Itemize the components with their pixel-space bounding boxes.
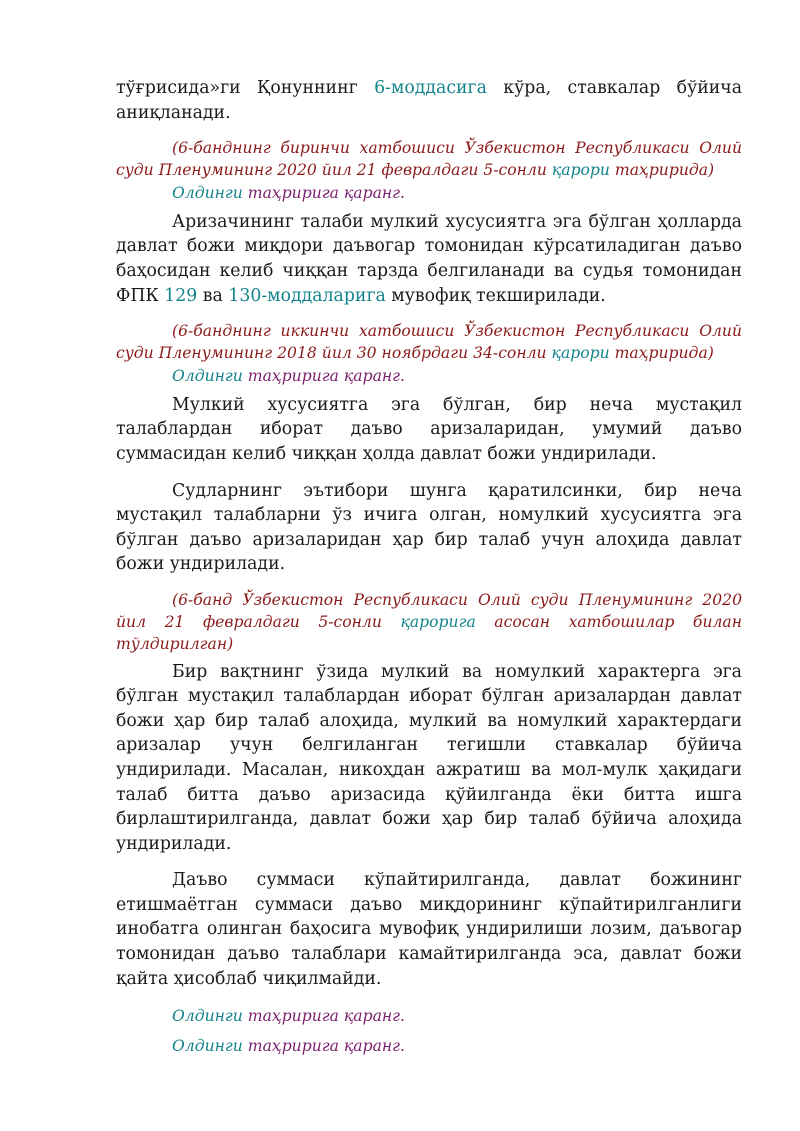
paragraph-3: Мулкий хусусиятга эга бўлган, бир неча мустақил талаблардан иборат даъво аризаларидан, умумий даъво суммасидан келиб чиққан ҳолда давлат божи ундирилади.: [116, 394, 742, 464]
previous-edition-link[interactable]: Олдинги: [172, 366, 243, 385]
article-link[interactable]: 6-моддасига: [374, 78, 487, 98]
text: (6-банд Ўзбекистон Республикаси Олий суди Пленумининг 2020 йил 21 февралдаги 5-сонли: [116, 590, 742, 632]
text: (6-банднинг иккинчи хатбошиси Ўзбекистон Республикаси Олий суди Пленумининг 2018 йил 30 ноябрдаги 34-сонли: [116, 322, 742, 363]
article-link-130[interactable]: 130-моддаларига: [228, 285, 386, 306]
text: таҳририга қаранг.: [242, 183, 405, 202]
paragraph-1: [116, 76, 742, 125]
article-link-129[interactable]: 129: [164, 285, 198, 306]
paragraph-2: [116, 210, 742, 308]
text: ва: [197, 285, 229, 306]
previous-edition-link[interactable]: Олдинги: [172, 1007, 243, 1026]
text: асосан хатбошилар билан тўлдирилган): [116, 613, 742, 654]
text: таҳририга қаранг.: [242, 1007, 405, 1026]
document-page: [116, 76, 742, 1064]
previous-edition-3: [172, 1005, 742, 1027]
amendment-note-2: [116, 320, 742, 364]
amendment-note-1: [116, 137, 742, 181]
previous-edition-link[interactable]: Олдинги: [172, 1037, 243, 1056]
text: кўра, ставкалар бўйича аниқланади.: [116, 78, 742, 123]
text: (6-банднинг биринчи хатбошиси Ўзбекистон Республикаси Олий суди Пленумининг 2020 йил 21 февралдаги 5-сонли: [116, 139, 742, 180]
amendment-note-3: [116, 589, 742, 656]
paragraph-6: Даъво суммаси кўпайтирилганда, давлат божининг етишмаётган суммаси даъво миқдорининг кўпайтирилганлиги инобатга олинган баҳосига мувофиқ ундирилиши лозим, даъвогар томонидан даъво талаблари камайтирилганда эса, давлат божи қайта ҳисоблаб чиқилмайди.: [116, 870, 742, 989]
text: мувофиқ текширилади.: [385, 285, 606, 306]
previous-edition-link[interactable]: Олдинги: [172, 183, 243, 202]
paragraph-5: Бир вақтнинг ўзида мулкий ва номулкий характерга эга бўлган мустақил талаблардан иборат бўлган аризалардан давлат божи ҳар бир талаб алоҳида, мулкий ва номулкий характердаги аризалар учун белгиланган тегишли ставкалар бўйича ундирилади. Масалан, никоҳдан ажратиш ва мол-мулк ҳақидаги талаб битта даъво аризасида қўйилганда ёки битта ишга бирлаштирилганда, давлат божи ҳар бир талаб бўйича алоҳида ундирилади.: [116, 661, 742, 854]
text: таҳририга қаранг.: [242, 1037, 405, 1056]
text: таҳририга қаранг.: [242, 366, 405, 385]
decree-link[interactable]: қарори: [551, 161, 610, 180]
decree-link[interactable]: қарори: [551, 344, 610, 363]
previous-edition-1: [172, 182, 742, 204]
previous-edition-2: [172, 365, 742, 387]
previous-edition-4: [172, 1035, 742, 1057]
text: таҳририда): [609, 344, 714, 363]
text: Аризачининг талаби мулкий хусусиятга эга бўлган ҳолларда давлат божи миқдори даъвогар томонидан кўрсатиладиган даъво баҳосидан келиб чиққан тарзда белгиланади ва судья томонидан ФПК: [116, 211, 742, 306]
text: тўғрисида»ги Қонуннинг: [116, 78, 375, 98]
paragraph-4: Судларнинг эътибори шунга қаратилсинки, бир неча мустақил талабларни ўз ичига олган, номулкий хусусиятга эга бўлган даъво аризаларидан ҳар бир талаб учун алоҳида давлат божи ундирилади.: [116, 480, 742, 575]
decree-link[interactable]: қарорига: [400, 613, 476, 632]
text: таҳририда): [609, 161, 715, 180]
